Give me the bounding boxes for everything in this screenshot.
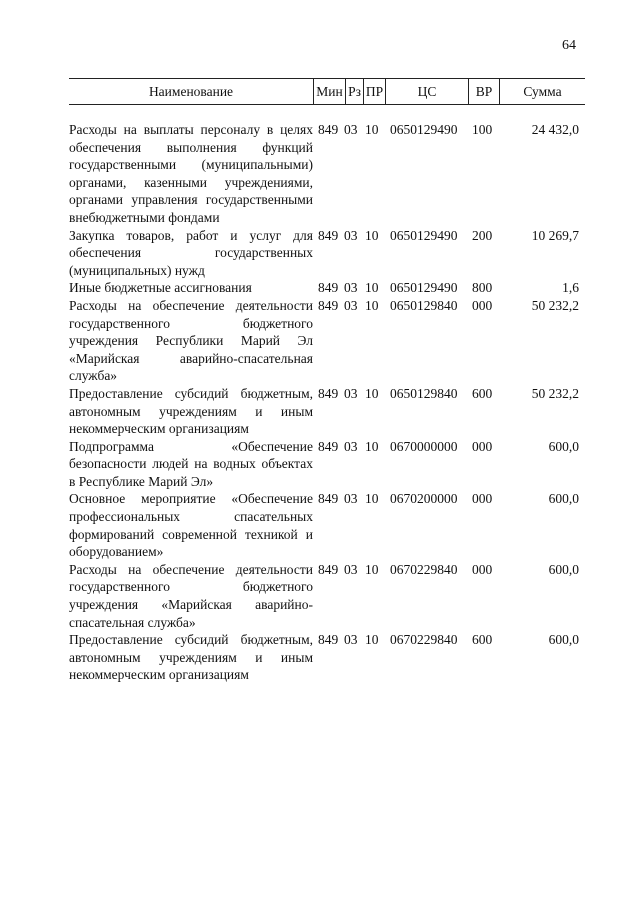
row-rz: 03 xyxy=(344,491,358,507)
table-row xyxy=(69,227,585,280)
row-cs: 0650129490 xyxy=(390,280,458,296)
budget-table xyxy=(69,78,585,684)
row-rz: 03 xyxy=(344,122,358,137)
table-row xyxy=(69,279,585,297)
row-name: Предоставление субсидий бюджетным, автономным учреждениям и иным некоммерческим организациям xyxy=(69,632,313,683)
table-row xyxy=(69,490,585,560)
row-min: 849 xyxy=(318,280,339,296)
row-cs: 0650129840 xyxy=(390,297,458,313)
row-name: Подпрограмма «Обеспечение безопасности людей на водных объектах в Республике Марий Эл» xyxy=(69,438,313,489)
table-body xyxy=(69,121,585,684)
row-rz: 03 xyxy=(344,280,358,296)
row-rz: 03 xyxy=(344,297,358,313)
row-vr: 800 xyxy=(472,280,493,296)
header-rz: Рз xyxy=(348,84,361,99)
table-row xyxy=(69,631,585,684)
row-min: 849 xyxy=(318,122,339,137)
row-pr: 10 xyxy=(365,632,379,648)
row-pr: 10 xyxy=(365,297,379,313)
row-min: 849 xyxy=(318,561,339,577)
header-name: Наименование xyxy=(148,84,234,99)
row-rz: 03 xyxy=(344,438,358,454)
header-pr: ПР xyxy=(365,84,384,99)
header-sum: Сумма xyxy=(523,84,562,99)
row-sum: 600,0 xyxy=(548,561,579,577)
row-pr: 10 xyxy=(365,561,379,577)
row-name: Предоставление субсидий бюджетным, автономным учреждениям и иным некоммерческим организациям xyxy=(69,385,313,437)
row-vr: 000 xyxy=(472,491,493,507)
row-pr: 10 xyxy=(365,227,379,243)
row-name: Расходы на обеспечение деятельности государственного бюджетного учреждения Республики Марий Эл «Марийская аварийно-спасательная служба» xyxy=(69,297,313,384)
row-pr: 10 xyxy=(365,385,379,401)
page-number: 64 xyxy=(562,38,576,53)
row-sum: 10 269,7 xyxy=(531,227,579,243)
row-sum: 50 232,2 xyxy=(531,385,579,401)
table-header xyxy=(69,78,585,105)
row-pr: 10 xyxy=(365,491,379,507)
row-rz: 03 xyxy=(344,632,358,648)
row-sum: 24 432,0 xyxy=(531,122,579,137)
row-pr: 10 xyxy=(365,438,379,454)
row-rz: 03 xyxy=(344,385,358,401)
row-name: Основное мероприятие «Обеспечение профессиональных спасательных формирований современной техникой и оборудованием» xyxy=(69,491,313,560)
row-pr: 10 xyxy=(365,280,379,296)
row-cs: 0650129840 xyxy=(390,385,458,401)
row-min: 849 xyxy=(318,297,339,313)
row-vr: 600 xyxy=(472,632,493,648)
row-sum: 600,0 xyxy=(548,632,579,648)
row-sum: 50 232,2 xyxy=(531,297,579,313)
row-vr: 000 xyxy=(472,438,493,454)
row-sum: 600,0 xyxy=(548,438,579,454)
row-name: Иные бюджетные ассигнования xyxy=(69,280,252,296)
table-row xyxy=(69,438,585,491)
row-vr: 000 xyxy=(472,297,493,313)
row-min: 849 xyxy=(318,385,339,401)
header-min: Мин xyxy=(316,84,343,99)
row-vr: 600 xyxy=(472,385,493,401)
row-cs: 0670000000 xyxy=(390,438,458,454)
row-min: 849 xyxy=(318,491,339,507)
row-min: 849 xyxy=(318,632,339,648)
table-row xyxy=(69,561,585,631)
row-sum: 600,0 xyxy=(548,491,579,507)
row-vr: 100 xyxy=(472,122,493,137)
row-cs: 0670200000 xyxy=(390,491,458,507)
row-name: Расходы на выплаты персоналу в целях обеспечения выполнения функций государственными (муниципальными) органами, казенными учреждениями, органами управления государственными внебюджетными фондами xyxy=(69,122,313,225)
row-sum: 1,6 xyxy=(562,280,579,296)
row-vr: 000 xyxy=(472,561,493,577)
row-cs: 0650129490 xyxy=(390,122,458,137)
row-cs: 0670229840 xyxy=(390,561,458,577)
row-min: 849 xyxy=(318,438,339,454)
table-row xyxy=(69,121,585,227)
row-vr: 200 xyxy=(472,227,493,243)
row-pr: 10 xyxy=(365,122,379,137)
table-row xyxy=(69,385,585,438)
row-min: 849 xyxy=(318,227,339,243)
row-name: Закупка товаров, работ и услуг для обеспечения государственных (муниципальных) нужд xyxy=(69,227,313,278)
row-cs: 0650129490 xyxy=(390,227,458,243)
row-cs: 0670229840 xyxy=(390,632,458,648)
row-name: Расходы на обеспечение деятельности государственного бюджетного учреждения «Марийская аварийно-спасательная служба» xyxy=(69,561,313,630)
row-rz: 03 xyxy=(344,561,358,577)
header-vr: ВР xyxy=(475,84,493,99)
header-cs: ЦС xyxy=(417,84,437,99)
row-rz: 03 xyxy=(344,227,358,243)
table-row xyxy=(69,297,585,385)
